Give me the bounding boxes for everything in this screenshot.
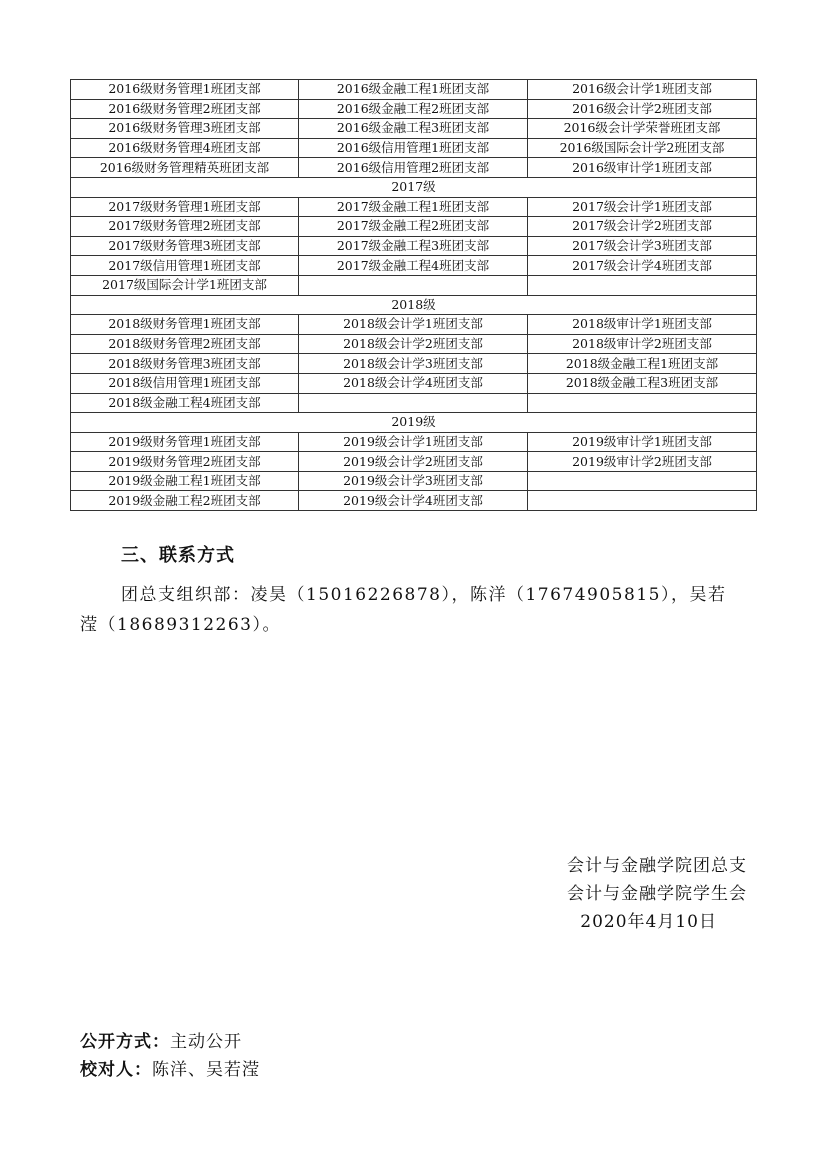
table-cell [528, 471, 757, 491]
table-cell [528, 491, 757, 511]
table-cell: 2017级信用管理1班团支部 [71, 256, 299, 276]
table-cell: 2019级财务管理2班团支部 [71, 452, 299, 472]
table-cell: 2019级会计学2班团支部 [299, 452, 528, 472]
table-cell: 2019级财务管理1班团支部 [71, 432, 299, 452]
table-row [71, 315, 757, 335]
table-cell: 2016级财务管理2班团支部 [71, 99, 299, 119]
table-row [71, 119, 757, 139]
table-row [71, 432, 757, 452]
table-cell: 2017级金融工程2班团支部 [299, 217, 528, 237]
table-cell: 2018级财务管理1班团支部 [71, 315, 299, 335]
table-cell: 2017级金融工程3班团支部 [299, 236, 528, 256]
table-cell: 2017级财务管理2班团支部 [71, 217, 299, 237]
table-cell: 2018级会计学4班团支部 [299, 373, 528, 393]
table-cell: 2017级金融工程4班团支部 [299, 256, 528, 276]
table-cell: 2016级信用管理2班团支部 [299, 158, 528, 178]
branch-table [70, 79, 757, 511]
table-cell: 2019级金融工程2班团支部 [71, 491, 299, 511]
disclosure-value: 主动公开 [170, 1032, 242, 1052]
table-cell: 2016级金融工程3班团支部 [299, 119, 528, 139]
signature-date: 2020年4月10日 [580, 912, 717, 932]
table-cell: 2018级会计学1班团支部 [299, 315, 528, 335]
table-cell: 2016级财务管理4班团支部 [71, 138, 299, 158]
table-cell [528, 393, 757, 413]
table-row [71, 354, 757, 374]
table-cell [299, 393, 528, 413]
contact-line-2: 滢（18689312263）。 [80, 615, 281, 635]
table-cell: 2016级会计学1班团支部 [528, 80, 757, 100]
table-cell: 2018级金融工程1班团支部 [528, 354, 757, 374]
table-row [71, 197, 757, 217]
branch-table-body [71, 80, 757, 511]
table-cell: 2017级会计学4班团支部 [528, 256, 757, 276]
table-cell: 2018级财务管理2班团支部 [71, 334, 299, 354]
table-cell: 2016级会计学荣誉班团支部 [528, 119, 757, 139]
table-cell: 2016级金融工程1班团支部 [299, 80, 528, 100]
table-row [71, 99, 757, 119]
table-row [71, 236, 757, 256]
table-row [71, 452, 757, 472]
table-cell: 2019级会计学4班团支部 [299, 491, 528, 511]
table-cell: 2017级会计学2班团支部 [528, 217, 757, 237]
table-cell: 2017级财务管理3班团支部 [71, 236, 299, 256]
table-cell: 2019级审计学1班团支部 [528, 432, 757, 452]
footer-block [80, 1028, 260, 1084]
table-cell: 2018级财务管理3班团支部 [71, 354, 299, 374]
table-cell: 2019级金融工程1班团支部 [71, 471, 299, 491]
proofreader-line [80, 1056, 260, 1084]
table-cell: 2017级会计学1班团支部 [528, 197, 757, 217]
table-row [71, 373, 757, 393]
table-cell: 2018级会计学3班团支部 [299, 354, 528, 374]
table-cell: 2016级财务管理精英班团支部 [71, 158, 299, 178]
table-cell [299, 275, 528, 295]
table-cell: 2017级财务管理1班团支部 [71, 197, 299, 217]
table-cell: 2018级审计学2班团支部 [528, 334, 757, 354]
table-cell: 2016级国际会计学2班团支部 [528, 138, 757, 158]
signature-block [567, 852, 747, 936]
table-cell: 2017级会计学3班团支部 [528, 236, 757, 256]
table-cell: 2019级会计学3班团支部 [299, 471, 528, 491]
table-cell: 2018级审计学1班团支部 [528, 315, 757, 335]
grade-header-row [71, 177, 757, 197]
table-cell: 2016级财务管理1班团支部 [71, 80, 299, 100]
table-row [71, 334, 757, 354]
table-row [71, 138, 757, 158]
signature-org-1: 会计与金融学院团总支 [567, 856, 747, 876]
grade-header-cell: 2018级 [71, 295, 757, 315]
table-row [71, 275, 757, 295]
grade-header-cell: 2017级 [71, 177, 757, 197]
section-heading-contact: 三、联系方式 [121, 545, 235, 566]
table-cell: 2016级金融工程2班团支部 [299, 99, 528, 119]
grade-header-row [71, 413, 757, 433]
table-row [71, 256, 757, 276]
table-cell: 2017级国际会计学1班团支部 [71, 275, 299, 295]
table-cell: 2018级金融工程4班团支部 [71, 393, 299, 413]
table-row [71, 491, 757, 511]
table-row [71, 217, 757, 237]
table-row [71, 80, 757, 100]
proofreader-value: 陈洋、吴若滢 [152, 1060, 260, 1080]
table-cell: 2018级金融工程3班团支部 [528, 373, 757, 393]
table-row [71, 158, 757, 178]
table-cell: 2019级审计学2班团支部 [528, 452, 757, 472]
table-cell: 2016级会计学2班团支部 [528, 99, 757, 119]
contact-line-1: 团总支组织部：凌昊（15016226878），陈洋（17674905815），吴若 [121, 585, 727, 605]
grade-header-row [71, 295, 757, 315]
signature-org-2: 会计与金融学院学生会 [567, 884, 747, 904]
proofreader-label: 校对人： [80, 1060, 152, 1080]
table-cell: 2016级财务管理3班团支部 [71, 119, 299, 139]
disclosure-label: 公开方式： [80, 1032, 170, 1052]
table-cell: 2016级审计学1班团支部 [528, 158, 757, 178]
grade-header-cell: 2019级 [71, 413, 757, 433]
table-cell: 2019级会计学1班团支部 [299, 432, 528, 452]
table-cell: 2018级会计学2班团支部 [299, 334, 528, 354]
table-cell: 2017级金融工程1班团支部 [299, 197, 528, 217]
disclosure-line [80, 1028, 260, 1056]
table-cell: 2016级信用管理1班团支部 [299, 138, 528, 158]
table-row [71, 471, 757, 491]
table-cell: 2018级信用管理1班团支部 [71, 373, 299, 393]
table-cell [528, 275, 757, 295]
table-row [71, 393, 757, 413]
